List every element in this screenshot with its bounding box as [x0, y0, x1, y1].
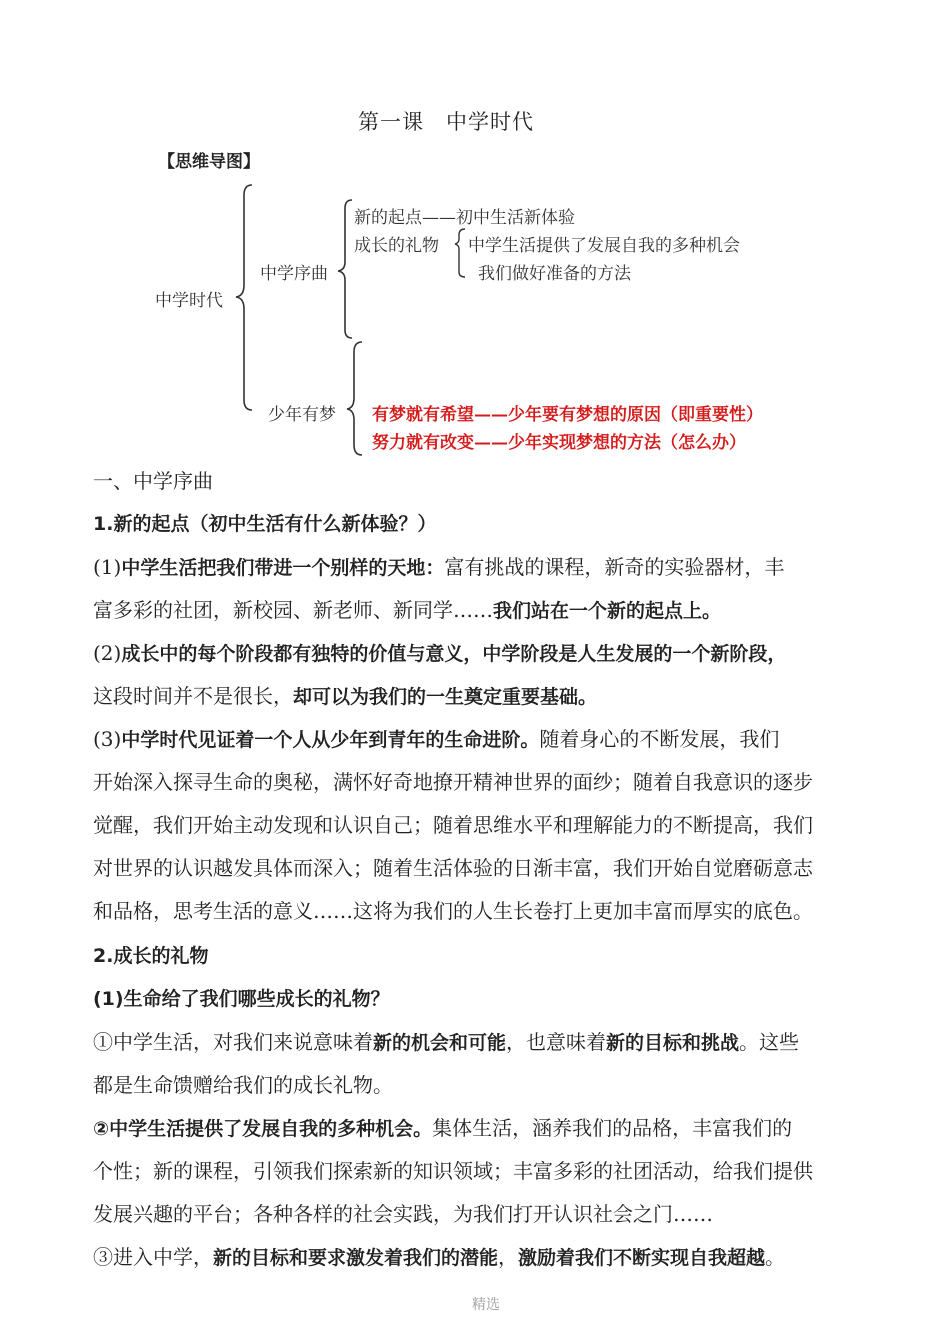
item-3: ③进入中学，新的目标和要求激发着我们的潜能，激励着我们不断实现自我超越。: [93, 1245, 786, 1269]
mindmap-b1-item2: 成长的礼物: [354, 236, 439, 256]
item-1: ①中学生活，对我们来说意味着新的机会和可能，也意味着新的目标和挑战。这些: [93, 1030, 800, 1054]
paragraph-3-line4: 对世界的认识越发具体而深入；随着生活体验的日渐丰富，我们开始自觉磨砺意志: [93, 856, 813, 880]
item-2-line2: 个性；新的课程，引领我们探索新的知识领域；丰富多彩的社团活动，给我们提供: [93, 1159, 813, 1183]
mindmap-branch1: 中学序曲: [260, 264, 328, 284]
paragraph-3-line5: 和品格，思考生活的意义……这将为我们的人生长卷打上更加丰富而厚实的底色。: [93, 899, 813, 923]
item-1-line2: 都是生命馈赠给我们的成长礼物。: [93, 1073, 393, 1097]
paragraph-3-line2: 开始深入探寻生命的奥秘，满怀好奇地撩开精神世界的面纱；随着自我意识的逐步: [93, 770, 813, 794]
root-brace: [236, 185, 252, 410]
mindmap-b2-item2: 努力就有改变——少年实现梦想的方法（怎么办）: [372, 433, 746, 453]
subheading-new-start: 1.新的起点（初中生活有什么新体验？）: [93, 513, 437, 535]
mindmap-root: 中学时代: [155, 291, 223, 311]
mindmap-branch2: 少年有梦: [268, 405, 336, 425]
subheading-gift: 2.成长的礼物: [93, 945, 209, 967]
mindmap-b1-item1: 新的起点——初中生活新体验: [354, 208, 575, 228]
paragraph-3: (3)中学时代见证着一个人从少年到青年的生命进阶。随着身心的不断发展，我们: [93, 727, 780, 751]
mindmap-b1-sub1: 中学生活提供了发展自我的多种机会: [468, 236, 740, 256]
mindmap-label: 【思维导图】: [158, 152, 260, 172]
item-2-line3: 发展兴趣的平台；各种各样的社会实践，为我们打开认识社会之门……: [93, 1202, 713, 1226]
branch1-brace: [338, 200, 352, 338]
branch2-brace: [347, 342, 362, 455]
section-heading: 一、中学序曲: [93, 469, 213, 493]
paragraph-2-line2: 这段时间并不是很长，却可以为我们的一生奠定重要基础。: [93, 684, 598, 708]
mindmap-b1-sub2: 我们做好准备的方法: [478, 264, 631, 284]
page-title: 第一课 中学时代: [358, 110, 534, 134]
gift-brace: [455, 229, 465, 277]
paragraph-2: (2)成长中的每个阶段都有独特的价值与意义，中学阶段是人生发展的一个新阶段，: [93, 641, 787, 665]
question-1: (1)生命给了我们哪些成长的礼物？: [93, 988, 390, 1010]
paragraph-3-line3: 觉醒，我们开始主动发现和认识自己；随着思维水平和理解能力的不断提高，我们: [93, 813, 813, 837]
paragraph-1: (1)中学生活把我们带进一个别样的天地：富有挑战的课程，新奇的实验器材，丰: [93, 555, 785, 579]
footer-label: 精选: [472, 1297, 500, 1313]
item-2: ②中学生活提供了发展自我的多种机会。集体生活，涵养我们的品格，丰富我们的: [93, 1116, 793, 1140]
paragraph-1-line2: 富多彩的社团，新校园、新老师、新同学……我们站在一个新的起点上。: [93, 598, 722, 622]
mindmap-b2-item1: 有梦就有希望——少年要有梦想的原因（即重要性）: [372, 405, 763, 425]
